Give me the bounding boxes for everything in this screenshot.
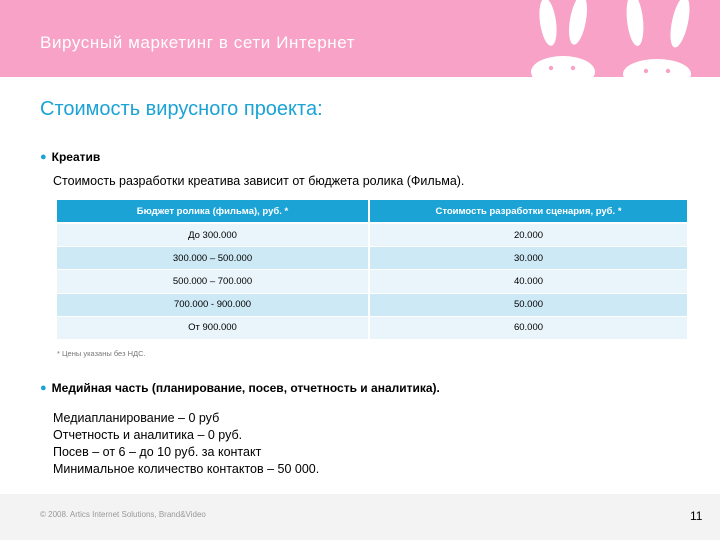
- cost-cell: 50.000: [370, 294, 687, 317]
- budget-cell: 300.000 – 500.000: [57, 247, 370, 270]
- list-item: Посев – от 6 – до 10 руб. за контакт: [53, 445, 262, 459]
- cost-cell: 20.000: [370, 224, 687, 247]
- bullet-dot-icon: ●: [40, 381, 47, 394]
- header-title: Вирусный маркетинг в сети Интернет: [40, 33, 356, 52]
- list-item: Медиапланирование – 0 руб: [53, 411, 220, 425]
- cost-cell: 60.000: [370, 317, 687, 340]
- table-row: [57, 317, 687, 340]
- table-row: [57, 224, 687, 247]
- copyright-text: © 2008. Artics Internet Solutions, Brand&Video: [40, 510, 206, 519]
- cost-cell: 40.000: [370, 270, 687, 293]
- cost-cell: 30.000: [370, 247, 687, 270]
- creative-bullet: [40, 150, 100, 164]
- table-header-row: [57, 200, 687, 224]
- creative-bullet-label: Креатив: [51, 150, 101, 164]
- bunny-ears-icon: [515, 0, 715, 77]
- list-item: Минимальное количество контактов – 50 000.: [53, 462, 320, 476]
- media-cost-list: [53, 410, 319, 478]
- budget-cell: От 900.000: [57, 317, 370, 340]
- slide-title: Стоимость вирусного проекта:: [40, 98, 323, 120]
- list-item: Отчетность и аналитика – 0 руб.: [53, 428, 243, 442]
- table-row: [57, 247, 687, 270]
- creative-description: Стоимость разработки креатива зависит от бюджета ролика (Фильма).: [53, 174, 465, 188]
- bullet-dot-icon: ●: [40, 150, 47, 163]
- media-bullet: [40, 381, 440, 395]
- table-footnote: * Цены указаны без НДС.: [57, 349, 146, 358]
- budget-cell: 700.000 - 900.000: [57, 294, 370, 317]
- table-row: [57, 270, 687, 293]
- page-number: 11: [690, 509, 703, 523]
- table-row: [57, 294, 687, 317]
- column-header-cost: Стоимость разработки сценария, руб. *: [370, 200, 687, 224]
- budget-cell: До 300.000: [57, 224, 370, 247]
- column-header-budget: Бюджет ролика (фильма), руб. *: [57, 200, 370, 224]
- media-bullet-label: Медийная часть (планирование, посев, отчетность и аналитика).: [51, 381, 440, 395]
- budget-cell: 500.000 – 700.000: [57, 270, 370, 293]
- price-table: [57, 200, 687, 340]
- header-bar: [0, 0, 720, 77]
